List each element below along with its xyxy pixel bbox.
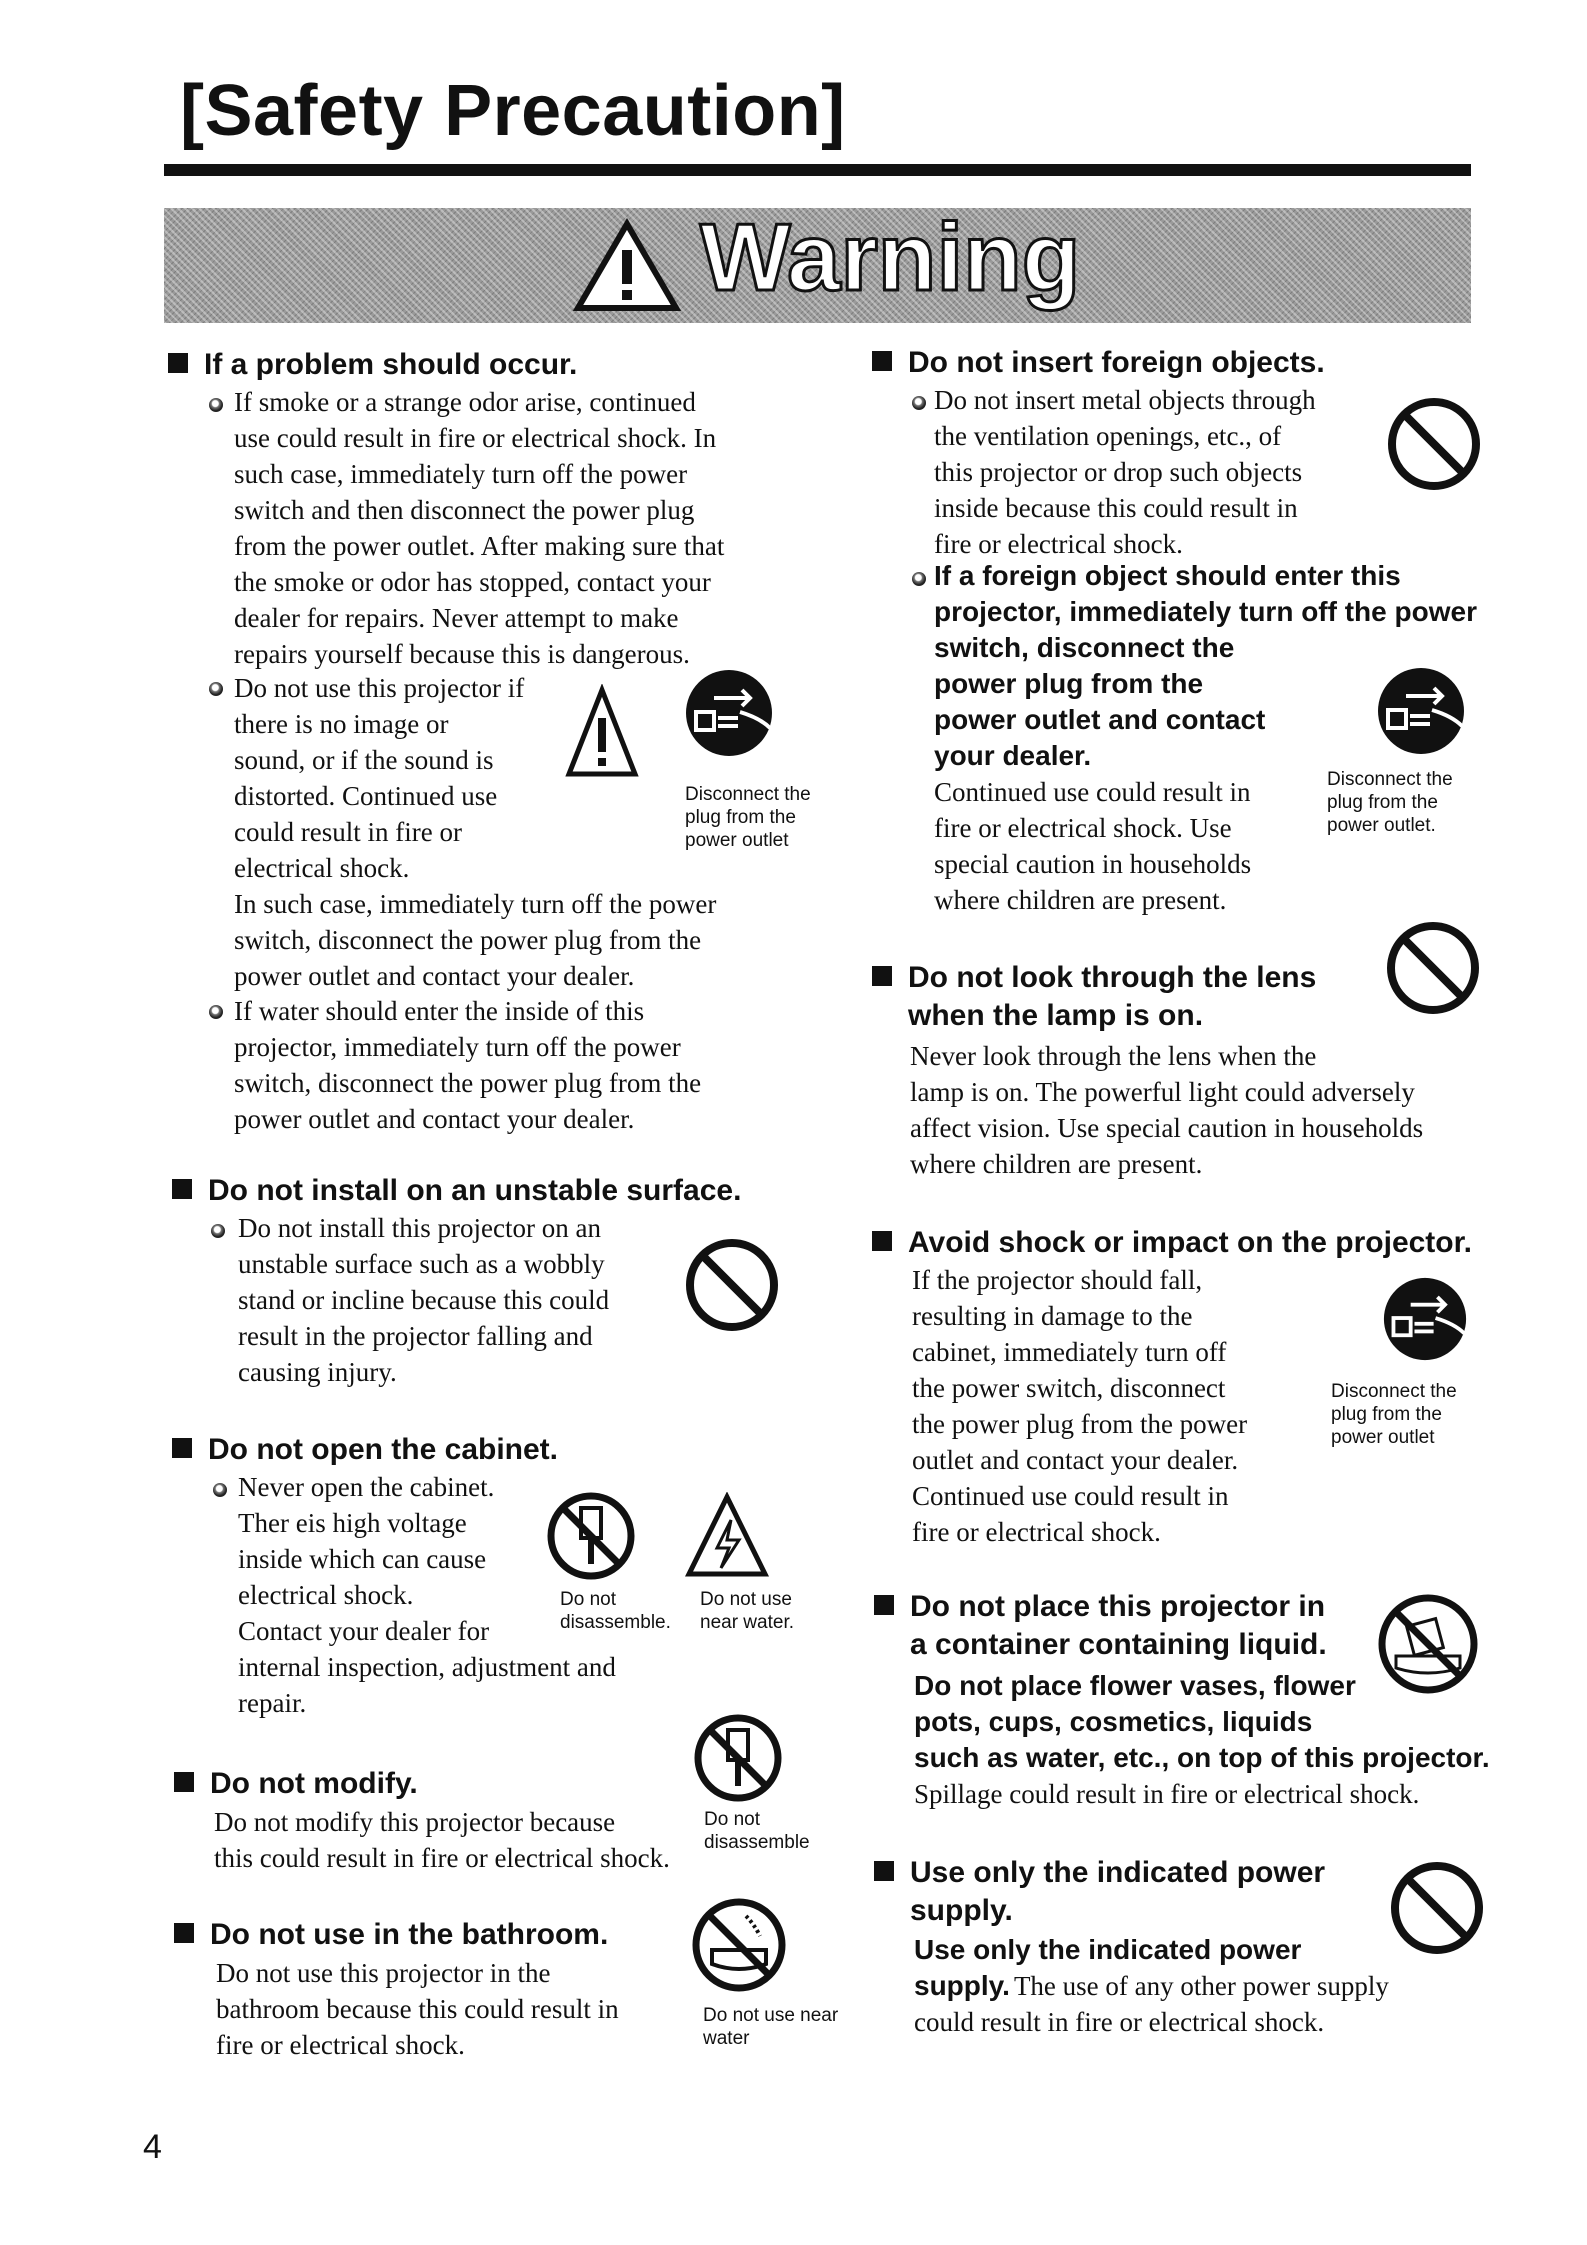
lens-paragraph: Never look through the lens when the lamp is on. The powerful light could adversely affect vision. Use special caution in households where children are present. bbox=[910, 1041, 1424, 1179]
bullet-icon bbox=[209, 1005, 223, 1019]
square-bullet-icon bbox=[174, 1923, 194, 1943]
bullet-icon bbox=[209, 398, 223, 412]
liquid-paragraph-bold: Do not place flower vases, flower pots, cups, cosmetics, liquids such as water, etc., on top of this projector. bbox=[914, 1670, 1490, 1773]
heading-lens: Do not look through the lens when the lamp is on. bbox=[872, 959, 1316, 1035]
bullet-icon bbox=[211, 1224, 225, 1238]
foreign-paragraph-2: Continued use could result in fire or electrical shock. Use special caution in households where children are present. bbox=[934, 777, 1252, 915]
do-not-disassemble-icon bbox=[692, 1712, 784, 1804]
heading-liquid: Do not place this projector in a container containing liquid. bbox=[874, 1588, 1327, 1664]
bathroom-paragraph: Do not use this projector in the bathroom because this could result in fire or electrical shock. bbox=[216, 1958, 619, 2060]
modify-paragraph: Do not modify this projector because this could result in fire or electrical shock. bbox=[214, 1807, 670, 1873]
warning-banner-text: Warning bbox=[700, 204, 1081, 311]
power-paragraph: Use only the indicated power supply. The use of any other power supply could result in fire or electrical shock. bbox=[914, 1934, 1389, 2037]
prohibited-icon bbox=[684, 1237, 780, 1333]
foreign-paragraph-1: Do not insert metal objects through the ventilation openings, etc., of this projector or drop such objects inside because this could result in fire or electrical shock. bbox=[934, 385, 1316, 559]
problem-paragraph-2: Do not use this projector if there is no image or sound, or if the sound is distorted. Continued use could result in fire or electrical shock. bbox=[234, 673, 525, 883]
water-caption: Do not use near water. bbox=[700, 1589, 794, 1633]
problem-paragraph-1: If smoke or a strange odor arise, continued use could result in fire or electrical shock. In such case, immediately turn off the power switch and then disconnect the power plug from the power outlet. After making sure that the smoke or odor has stopped, contact your dealer for repairs. Never attempt to make repairs yourself because this is dangerous. bbox=[234, 387, 725, 669]
disassemble-caption: Do not disassemble. bbox=[560, 1589, 671, 1633]
heading-cabinet: Do not open the cabinet. bbox=[172, 1431, 558, 1469]
square-bullet-icon bbox=[172, 1179, 192, 1199]
square-bullet-icon bbox=[874, 1861, 894, 1881]
unstable-paragraph: Do not install this projector on an unstable surface such as a wobbly stand or incline because this could result in the projector falling and causing injury. bbox=[238, 1213, 610, 1387]
foreign-paragraph-2-bold: If a foreign object should enter this projector, immediately turn off the power switch, disconnect the power plug from the power outlet and contact your dealer. bbox=[934, 560, 1477, 771]
square-bullet-icon bbox=[172, 1438, 192, 1458]
heading-shock: Avoid shock or impact on the projector. bbox=[872, 1224, 1472, 1262]
unplug-icon bbox=[1376, 666, 1466, 756]
square-bullet-icon bbox=[872, 966, 892, 986]
square-bullet-icon bbox=[174, 1772, 194, 1792]
foreign-caption: Disconnect the plug from the power outlet. bbox=[1327, 769, 1453, 836]
cabinet-paragraph: Never open the cabinet. Ther eis high voltage inside which can cause electrical shock. Contact your dealer for internal inspection, adjustment and repair. bbox=[238, 1472, 616, 1718]
heading-modify: Do not modify. bbox=[174, 1765, 418, 1803]
warning-triangle-icon bbox=[572, 218, 682, 314]
problem-paragraph-2-cont: In such case, immediately turn off the power switch, disconnect the power plug from the power outlet and contact your dealer. bbox=[234, 889, 717, 991]
prohibited-icon bbox=[1389, 1860, 1485, 1956]
shock-caption: Disconnect the plug from the power outlet bbox=[1331, 1381, 1457, 1448]
modify-caption: Do not disassemble bbox=[704, 1809, 810, 1853]
bullet-icon bbox=[213, 1483, 227, 1497]
square-bullet-icon bbox=[168, 353, 188, 373]
square-bullet-icon bbox=[874, 1595, 894, 1615]
high-voltage-icon bbox=[685, 1492, 769, 1580]
exclamation-triangle-icon bbox=[565, 684, 639, 780]
heading-foreign: Do not insert foreign objects. bbox=[872, 344, 1325, 382]
page-number: 4 bbox=[143, 2128, 162, 2166]
heading-problem: If a problem should occur. bbox=[168, 346, 577, 384]
bullet-icon bbox=[209, 682, 223, 696]
bathroom-caption: Do not use near water bbox=[703, 2005, 839, 2049]
square-bullet-icon bbox=[872, 351, 892, 371]
do-not-use-near-water-icon bbox=[690, 1896, 788, 1994]
shock-paragraph: If the projector should fall, resulting in damage to the cabinet, immediately turn off the power switch, disconnect the power plug from the power outlet and contact your dealer. Continued use could result in fire or electrical shock. bbox=[912, 1265, 1248, 1547]
heading-bathroom: Do not use in the bathroom. bbox=[174, 1916, 608, 1954]
prohibited-icon bbox=[1385, 920, 1481, 1016]
bullet-icon bbox=[912, 396, 926, 410]
unplug-icon bbox=[1382, 1276, 1468, 1362]
square-bullet-icon bbox=[872, 1231, 892, 1251]
title-rule bbox=[164, 164, 1471, 176]
page-title: [Safety Precaution] bbox=[180, 71, 846, 151]
prohibited-icon bbox=[1386, 396, 1482, 492]
heading-power: Use only the indicated power supply. bbox=[874, 1854, 1325, 1930]
bullet-icon bbox=[912, 572, 926, 586]
unplug-icon bbox=[684, 668, 774, 758]
problem-paragraph-3: If water should enter the inside of this projector, immediately turn off the power switch, disconnect the power plug from the power outlet and contact your dealer. bbox=[234, 996, 702, 1134]
do-not-disassemble-icon bbox=[545, 1490, 637, 1582]
unplug-caption: Disconnect the plug from the power outlet bbox=[685, 784, 811, 851]
liquid-paragraph: Spillage could result in fire or electrical shock. bbox=[914, 1779, 1420, 1809]
heading-unstable: Do not install on an unstable surface. bbox=[172, 1172, 741, 1210]
